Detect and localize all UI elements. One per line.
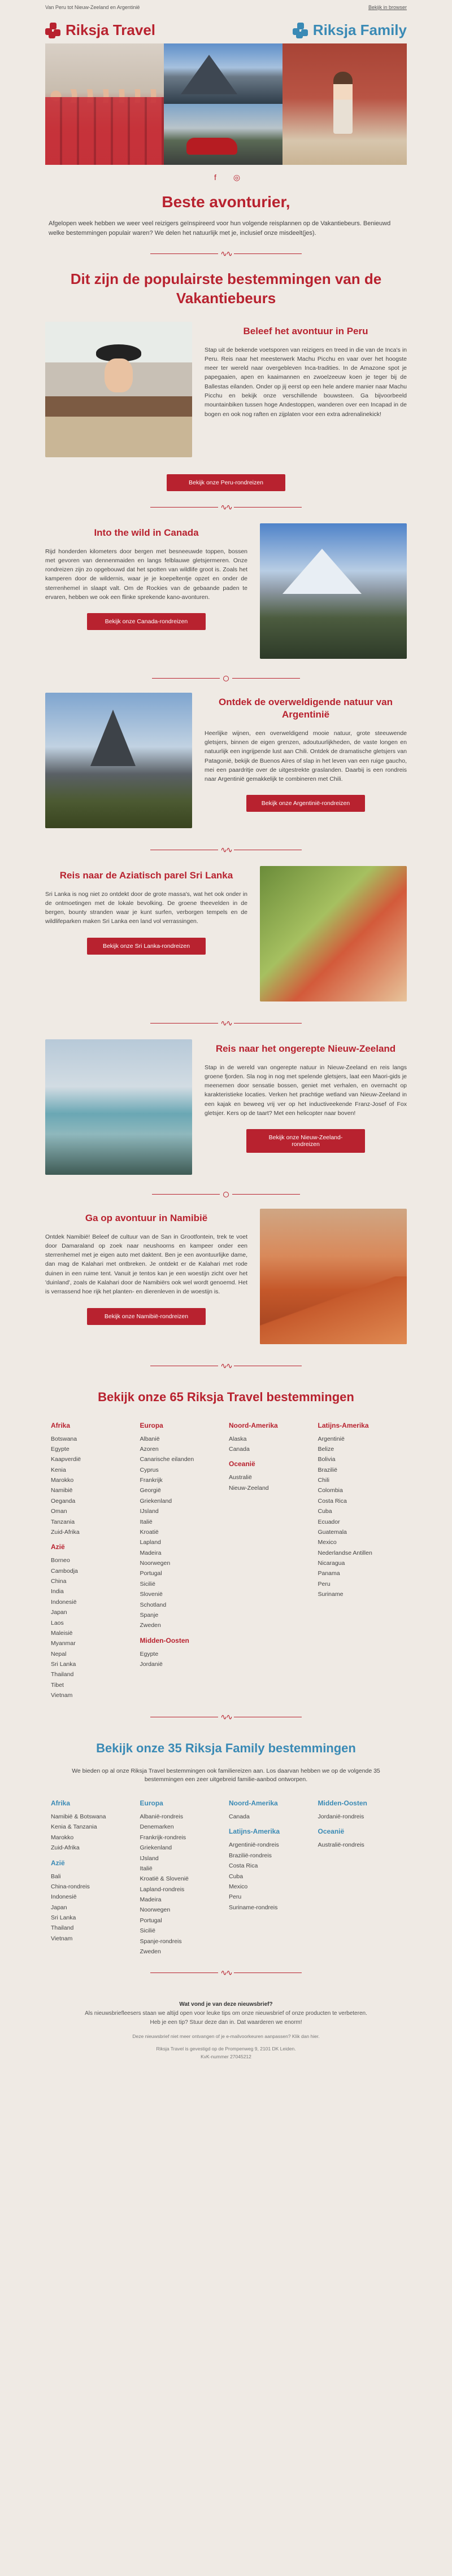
family-column	[229, 1794, 312, 1957]
namibia-text: Ontdek Namibië! Beleef de cultuur van de San in Grootfontein, trek te voet door Damaraland op zoek naar neushoorns en kampeer onder een sterrenhemel met je eigen auto met daktent. Ben je een avontuurlijke dame, dan mag de Kalahari met ontbreken. Je ontdekt er de Kalahari met rode duinen in een ruime tent. Vanuit je tentos kan je een woestijn zicht over het 'duinland', zoals de Kalahari door de Namibiërs ook wel wordt genoemd. Het is verrassend hoe rijk het planten- en dierenleven in de woestijn is.	[45, 1233, 247, 1296]
family-region-list	[51, 1812, 134, 1853]
travel-destination-link[interactable]: Tibet	[51, 1681, 64, 1689]
family-destinations-list	[45, 1794, 407, 1957]
travel-region-heading: Latijns-Amerika	[318, 1421, 369, 1429]
family-region-list	[229, 1840, 312, 1913]
family-destination-link[interactable]: Noorwegen	[140, 1906, 171, 1914]
company-kvk: KvK-nummer 27045212	[201, 2053, 251, 2059]
travel-destination-link[interactable]: Marokko	[51, 1477, 74, 1484]
peru-text: Stap uit de bekende voetsporen van reizigers en treed in die van de Inca's in Peru. Reis naar het meesterwerk Machu Picchu en vaar over het hoogste meer ter wereld naar overgebleven Inca-tradities. In de Amazone spot je papegaaien, apen en kaaimannen en zwoelzeeuw koen je teger bij de Ballestas eilanden. Onder op jij eerst op een hele andere manier naar Machu Picchu en bekijk onze verschillende bouwsteen. Ga bijvoorbeeld mountainbiken tussen hoge Andestoppen, wanderen over een Incapad in de bogen en ook nog raften en zijplaten voor een extra adrenalinekick!	[205, 346, 407, 418]
travel-destinations-title: Bekijk onze 65 Riksja Travel bestemmingen	[98, 1389, 354, 1404]
travel-region-heading: Afrika	[51, 1421, 71, 1429]
family-destination-link[interactable]: Cuba	[229, 1873, 244, 1880]
family-region-heading: Azië	[51, 1858, 65, 1867]
divider: ∿∿	[45, 238, 407, 270]
destination-block-newzealand	[45, 1039, 407, 1180]
view-in-browser-link[interactable]: Bekijk in browser	[368, 5, 407, 10]
divider: ∿∿	[45, 834, 407, 866]
travel-destination-link[interactable]: Colombia	[318, 1487, 343, 1494]
travel-destination-link[interactable]: Azoren	[140, 1445, 159, 1453]
destination-block-namibia	[45, 1209, 407, 1350]
destination-block-argentina	[45, 693, 407, 834]
travel-destination-link[interactable]: Albanië	[140, 1435, 160, 1442]
family-region-list	[51, 1871, 134, 1944]
family-destination-link[interactable]: Canada	[229, 1813, 250, 1821]
travel-destination-link[interactable]: Japan	[51, 1609, 67, 1616]
family-destination-link[interactable]: Portugal	[140, 1917, 162, 1924]
section-title: Dit zijn de populairste bestemmingen van de Vakantiebeurs	[70, 270, 382, 307]
newzealand-text: Stap in de wereld van ongerepte natuur in Nieuw-Zeeland en reis langs groene fjorden. Sla nog in nog met spelende gletsjers, laat een Maori-gids je meenemen door sensatie bossen, geniet met verhalen, en overnacht op karakteristieke locaties. Verken het prachtige wetland van Nieuw-Zeeland in een kajak en beweeg vrij ver op het inductiveekende Franz-Josef of Fox gletsjer. Kers op de taart? Met een helicopter naar boven!	[205, 1064, 407, 1117]
divider	[45, 664, 407, 693]
divider: ∿∿	[45, 1007, 407, 1039]
family-region-heading: Midden-Oosten	[318, 1799, 367, 1808]
travel-destination-link[interactable]: Sicilië	[140, 1580, 155, 1587]
travel-column	[140, 1416, 224, 1701]
family-region-heading: Europa	[140, 1799, 163, 1808]
travel-destination-link[interactable]: Italië	[140, 1518, 153, 1525]
travel-destination-link[interactable]: Portugal	[140, 1570, 162, 1577]
preheader-text: Van Peru tot Nieuw-Zeeland en Argentinië	[45, 5, 140, 10]
travel-destination-link[interactable]: Brazilië	[318, 1466, 337, 1473]
newzealand-button[interactable]: Bekijk onze Nieuw-Zeeland-rondreizen	[246, 1129, 365, 1153]
travel-region-heading: Azië	[51, 1543, 65, 1551]
destination-block-canada	[45, 523, 407, 664]
travel-destination-link[interactable]: Cyprus	[140, 1466, 159, 1473]
family-region-heading: Oceanië	[318, 1827, 345, 1836]
travel-region-list	[318, 1434, 402, 1600]
travel-destination-link[interactable]: China	[51, 1578, 67, 1585]
travel-destination-link[interactable]: Suriname	[318, 1591, 344, 1598]
travel-region-list	[51, 1434, 134, 1538]
travel-destination-link[interactable]: Maleisië	[51, 1629, 73, 1637]
travel-destination-link[interactable]: Sri Lanka	[51, 1661, 76, 1668]
travel-region-list	[140, 1649, 224, 1670]
feedback-question: Wat vond je van deze nieuwsbrief?	[179, 2001, 273, 2008]
travel-destination-link[interactable]: Botswana	[51, 1435, 77, 1442]
family-region-list	[229, 1812, 312, 1822]
namibia-button[interactable]: Bekijk onze Namibië-rondreizen	[87, 1308, 206, 1325]
family-destination-link[interactable]: Zweden	[140, 1948, 161, 1955]
travel-destination-link[interactable]: Borneo	[51, 1557, 70, 1564]
srilanka-image	[260, 866, 407, 1001]
travel-destination-link[interactable]: Egypte	[140, 1650, 159, 1657]
travel-destination-link[interactable]: IJsland	[140, 1508, 159, 1515]
travel-destination-link[interactable]: Kaapverdië	[51, 1456, 81, 1463]
facebook-icon[interactable]: f	[214, 173, 216, 182]
travel-destination-link[interactable]: Thailand	[51, 1671, 74, 1678]
divider: ∿∿	[45, 1701, 407, 1733]
travel-destination-link[interactable]: Lapland	[140, 1539, 161, 1546]
family-destination-link[interactable]: Vietnam	[51, 1935, 73, 1942]
newzealand-image	[45, 1039, 192, 1175]
top-bar	[45, 0, 407, 14]
family-destination-link[interactable]: Australië-rondreis	[318, 1842, 364, 1849]
argentina-text: Heerlijke wijnen, een overweldigend mooie natuur, grote steeuwende gletsjers, binnen de eigen grenzen, adoutuurlijkheden, de vaste longen en natuurlijk een ingrijpende lust aan Chili. Ontdek de dramatische gletsjers van Patagonië, bekijk de Buenos Aires of slap in het leven van een ruige gaucho, mei een paardritje over de uitgestrekte graslanden. Daarbij is een rondreis naar Argentinië gemakkelijk te combineren met Chili.	[205, 729, 407, 783]
family-destination-link[interactable]: Kroatië & Slovenië	[140, 1875, 189, 1883]
family-destination-link[interactable]: Brazilië-rondreis	[229, 1852, 272, 1859]
family-destination-link[interactable]: Suriname-rondreis	[229, 1904, 278, 1911]
travel-destination-link[interactable]: Canada	[229, 1445, 250, 1453]
family-region-list	[318, 1812, 402, 1822]
travel-destination-link[interactable]: Spanje	[140, 1611, 159, 1619]
travel-destination-link[interactable]: Indonesië	[51, 1598, 77, 1606]
travel-destination-link[interactable]: Laos	[51, 1619, 64, 1626]
family-destination-link[interactable]: Indonesië	[51, 1893, 77, 1901]
travel-region-heading: Noord-Amerika	[229, 1421, 278, 1429]
family-region-heading: Afrika	[51, 1799, 71, 1808]
riksja-travel-logo-text: Riksja Travel	[66, 21, 155, 38]
family-destination-link[interactable]: Spanje-rondreis	[140, 1938, 182, 1945]
travel-destination-link[interactable]: Griekenland	[140, 1497, 172, 1505]
srilanka-text: Sri Lanka is nog niet zo ontdekt door de grote massa's, wat het ook onder in de ontmoetingen met de lokale bevolking. De groene theevelden in de bergen, bounty stranden waar je kunt surfen, verborgen tempels en de wildlifeparken maken Sri Lanka een land vol verrassingen.	[45, 890, 247, 925]
divider: ∿∿	[45, 1350, 407, 1382]
family-destination-link[interactable]: Madeira	[140, 1896, 162, 1904]
hero-image-mountain	[164, 43, 282, 104]
family-destination-link[interactable]: Thailand	[51, 1925, 74, 1932]
travel-destination-link[interactable]: Nicaragua	[318, 1560, 345, 1567]
travel-destination-link[interactable]: Nederlandse Antillen	[318, 1549, 372, 1556]
travel-destination-link[interactable]: Bolivia	[318, 1456, 336, 1463]
family-column	[51, 1794, 134, 1957]
travel-region-list	[140, 1434, 224, 1631]
travel-column	[51, 1416, 134, 1701]
family-region-list	[318, 1840, 402, 1850]
riksja-travel-logo-icon	[45, 23, 61, 38]
family-destination-link[interactable]: Zuid-Afrika	[51, 1844, 80, 1852]
instagram-icon[interactable]: ◎	[233, 173, 241, 182]
family-destination-link[interactable]: IJsland	[140, 1855, 159, 1862]
header	[45, 14, 407, 43]
footer	[45, 1989, 407, 2078]
company-address: Riksja Travel is gevestigd op de Prompenweg 9, 2101 DK Leiden.	[156, 2045, 296, 2052]
argentina-image	[45, 693, 192, 828]
travel-region-list	[51, 1555, 134, 1700]
social-links	[45, 165, 407, 187]
travel-destination-link[interactable]: Frankrijk	[140, 1477, 163, 1484]
travel-destination-link[interactable]: Vietnam	[51, 1692, 73, 1699]
family-region-list	[140, 1812, 224, 1957]
family-destination-link[interactable]: Sicilië	[140, 1927, 155, 1935]
travel-column	[318, 1416, 402, 1701]
riksja-travel-logo[interactable]	[45, 21, 155, 39]
travel-destination-link[interactable]: Belize	[318, 1445, 334, 1453]
travel-destination-link[interactable]: Peru	[318, 1580, 331, 1587]
feedback-text-2[interactable]: Heb je een tip? Stuur deze dan in. Dat waarderen we enorm!	[150, 2019, 302, 2026]
argentina-button[interactable]: Bekijk onze Argentinië-rondreizen	[246, 795, 365, 812]
family-destinations-title: Bekijk onze 35 Riksja Family bestemmingen	[96, 1740, 356, 1755]
travel-destinations-list	[45, 1416, 407, 1701]
travel-destination-link[interactable]: Tanzania	[51, 1518, 75, 1525]
travel-destination-link[interactable]: Egypte	[51, 1445, 69, 1453]
travel-destination-link[interactable]: Slovenië	[140, 1591, 163, 1598]
travel-column	[229, 1416, 312, 1701]
family-destination-link[interactable]: Albanië-rondreis	[140, 1813, 183, 1821]
travel-destination-link[interactable]: Madeira	[140, 1549, 162, 1556]
family-destination-link[interactable]: Kenia & Tanzania	[51, 1823, 97, 1831]
family-destination-link[interactable]: Lapland-rondreis	[140, 1886, 185, 1893]
family-destination-link[interactable]: Denemarken	[140, 1823, 174, 1831]
travel-destination-link[interactable]: India	[51, 1588, 64, 1595]
travel-destination-link[interactable]: Panama	[318, 1570, 340, 1577]
travel-region-list	[229, 1434, 312, 1455]
family-region-heading: Noord-Amerika	[229, 1799, 278, 1808]
canada-title: Into the wild in Canada	[94, 527, 199, 538]
peru-button[interactable]: Bekijk onze Peru-rondreizen	[167, 474, 285, 491]
family-destination-link[interactable]: China-rondreis	[51, 1883, 90, 1890]
hero-image-team	[45, 43, 164, 165]
family-destination-link[interactable]: Costa Rica	[229, 1862, 258, 1870]
travel-destination-link[interactable]: Namibië	[51, 1487, 73, 1494]
peru-title: Beleef het avontuur in Peru	[243, 325, 368, 336]
travel-destination-link[interactable]: Ecuador	[318, 1518, 340, 1525]
travel-destination-link[interactable]: Noorwegen	[140, 1560, 171, 1567]
family-destination-link[interactable]: Jordanië-rondreis	[318, 1813, 364, 1821]
travel-destination-link[interactable]: Nieuw-Zeeland	[229, 1484, 269, 1492]
travel-region-heading: Midden-Oosten	[140, 1636, 189, 1645]
divider: ∿∿	[45, 1957, 407, 1989]
family-destination-link[interactable]: Peru	[229, 1893, 242, 1901]
riksja-family-logo-icon	[293, 23, 308, 38]
unsubscribe-text[interactable]: Deze nieuwsbrief niet meer ontvangen of je e-mailvoorkeuren aanpassen? Klik dan hier.	[132, 2033, 320, 2040]
namibia-image	[260, 1209, 407, 1344]
destination-block-peru	[45, 322, 407, 463]
travel-destination-link[interactable]: Jordanië	[140, 1661, 163, 1668]
family-destination-link[interactable]: Sri Lanka	[51, 1914, 76, 1922]
canada-button[interactable]: Bekijk onze Canada-rondreizen	[87, 613, 206, 630]
travel-destination-link[interactable]: Oman	[51, 1508, 67, 1515]
family-destination-link[interactable]: Italië	[140, 1865, 153, 1872]
family-destination-link[interactable]: Bali	[51, 1873, 61, 1880]
travel-destination-link[interactable]: Chili	[318, 1477, 329, 1484]
newsletter	[45, 0, 407, 2078]
family-destination-link[interactable]: Griekenland	[140, 1844, 172, 1852]
travel-destination-link[interactable]: Zweden	[140, 1622, 161, 1629]
family-column	[318, 1794, 402, 1957]
family-region-heading: Latijns-Amerika	[229, 1827, 280, 1836]
travel-destination-link[interactable]: Cuba	[318, 1508, 332, 1515]
family-column	[140, 1794, 224, 1957]
travel-destination-link[interactable]: Kroatië	[140, 1528, 159, 1536]
greeting-heading: Beste avonturier,	[162, 193, 290, 211]
peru-image	[45, 322, 192, 457]
family-destinations-intro: We bieden op al onze Riksja Travel bestemmingen ook familiereizen aan. Los daarvan hebben we op de volgende 35 bestemmingen een zeer uitgebreid familie-aanbod ontworpen.	[72, 1767, 380, 1783]
intro-text: Afgelopen week hebben we weer veel reizigers geïnspireerd voor hun volgende reisplannen op de Vakantiebeurs. Benieuwd welke bestemmingen populair waren? We delen het natuurlijk met je, inclusief onze misdeelt(jes).	[49, 220, 391, 237]
family-destination-link[interactable]: Frankrijk-rondreis	[140, 1834, 186, 1841]
hero-collage	[45, 43, 407, 165]
travel-region-heading: Europa	[140, 1421, 163, 1429]
srilanka-title: Reis naar de Aziatisch parel Sri Lanka	[59, 869, 233, 881]
travel-destination-link[interactable]: Oeganda	[51, 1497, 76, 1505]
travel-destination-link[interactable]: Georgië	[140, 1487, 161, 1494]
travel-region-list	[229, 1472, 312, 1493]
divider	[45, 1180, 407, 1209]
argentina-title: Ontdek de overweldigende natuur van Argentinië	[219, 696, 393, 720]
travel-destination-link[interactable]: Australië	[229, 1474, 252, 1481]
feedback-text-1: Als nieuwsbriefleesers staan we altijd open voor leuke tips om onze nieuwsbrief of onze producten te verbeteren.	[85, 2010, 367, 2017]
travel-destination-link[interactable]: Cambodja	[51, 1567, 78, 1575]
hero-image-traveler	[282, 43, 407, 165]
travel-region-heading: Oceanië	[229, 1460, 255, 1468]
family-destination-link[interactable]: Japan	[51, 1904, 67, 1911]
travel-destination-link[interactable]: Costa Rica	[318, 1497, 347, 1505]
travel-destination-link[interactable]: Guatemala	[318, 1528, 347, 1536]
travel-destination-link[interactable]: Schotland	[140, 1601, 167, 1608]
travel-destination-link[interactable]: Mexico	[318, 1539, 337, 1546]
travel-destination-link[interactable]: Alaska	[229, 1435, 247, 1442]
divider: ∿∿	[45, 491, 407, 523]
travel-destination-link[interactable]: Myanmar	[51, 1640, 76, 1647]
canada-text: Rijd honderden kilometers door bergen met besneeuwde toppen, bossen met gevoren van dennenmaiden en langs felblauwe gletsjermeren. Onze rondreizen zijn zo opgebouwd dat het spotten van wildlife groot is. Zoals het kamperen door de wildernis, waar je je koepeltentje opzet en onder de sterrenhemel in slaapt valt. Om de Rockies van de gebaande paden te ervaren, hebben we ook een flinke sprekende kano-avonturen.	[45, 548, 247, 601]
hero-image-car	[164, 104, 282, 165]
canada-image	[260, 523, 407, 659]
travel-destination-link[interactable]: Kenia	[51, 1466, 66, 1473]
destination-block-srilanka	[45, 866, 407, 1007]
srilanka-button[interactable]: Bekijk onze Sri Lanka-rondreizen	[87, 938, 206, 955]
travel-destination-link[interactable]: Canarische eilanden	[140, 1456, 194, 1463]
family-destination-link[interactable]: Namibië & Botswana	[51, 1813, 106, 1821]
travel-destination-link[interactable]: Zuid-Afrika	[51, 1528, 80, 1536]
riksja-family-logo-text: Riksja Family	[312, 21, 407, 38]
family-destination-link[interactable]: Marokko	[51, 1834, 74, 1841]
travel-destination-link[interactable]: Argentinië	[318, 1435, 345, 1442]
riksja-family-logo[interactable]	[293, 21, 407, 39]
newzealand-title: Reis naar het ongerepte Nieuw-Zeeland	[215, 1043, 396, 1054]
family-destination-link[interactable]: Mexico	[229, 1883, 248, 1890]
family-destination-link[interactable]: Argentinië-rondreis	[229, 1842, 279, 1849]
travel-destination-link[interactable]: Nepal	[51, 1650, 67, 1657]
namibia-title: Ga op avontuur in Namibië	[85, 1212, 208, 1223]
